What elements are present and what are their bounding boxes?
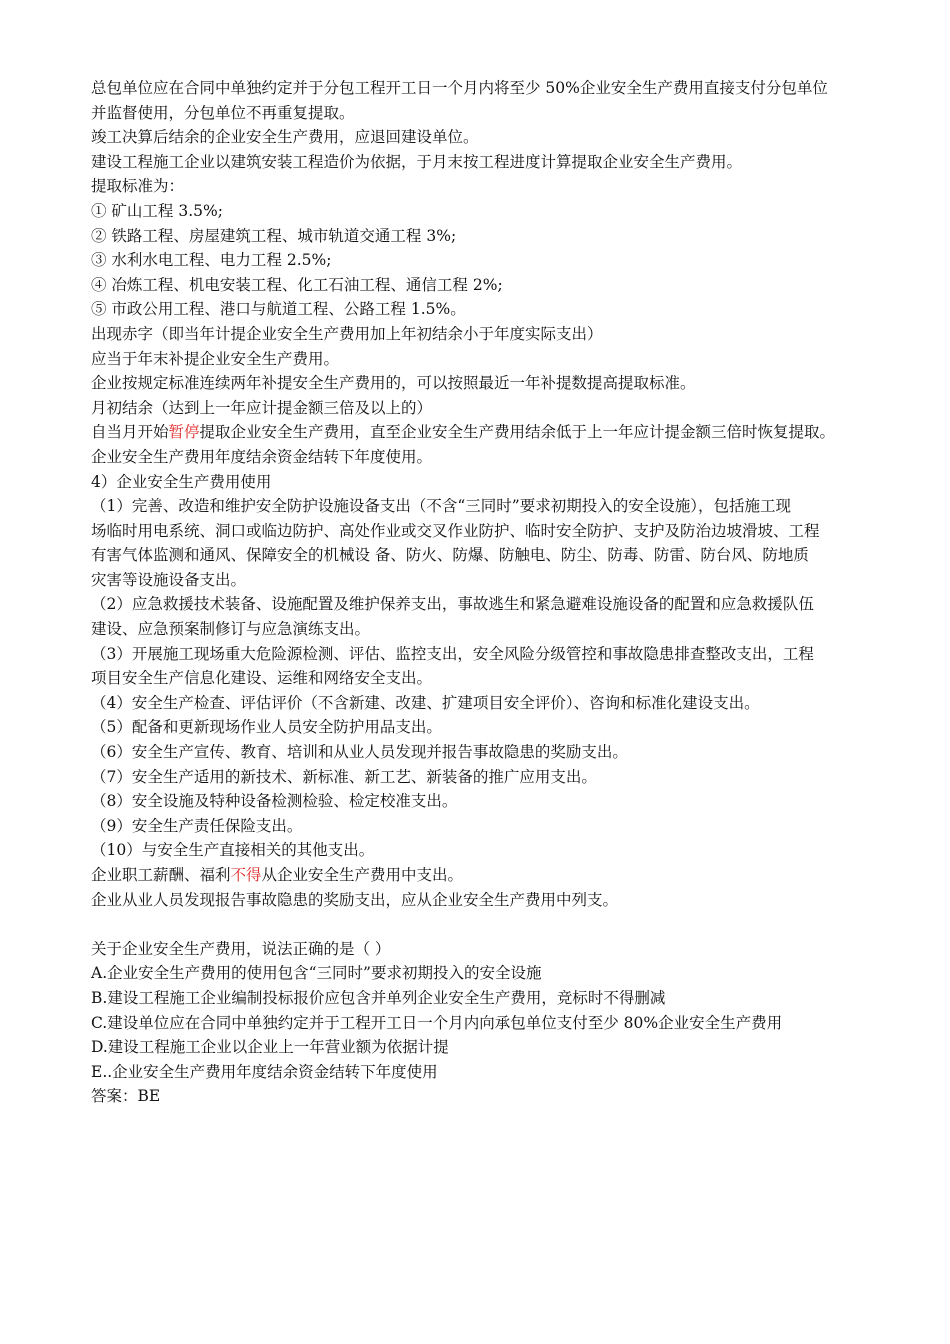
section-heading-usage: 4）企业安全生产费用使用 (91, 472, 272, 491)
question-option-a: A.企业安全生产费用的使用包含“三同时”要求初期投入的安全设施 (91, 964, 542, 983)
usage-item-3-line-1: （3）开展施工现场重大危险源检测、评估、监控支出，安全风险分级管控和事故隐患排查整改支出，工程 (91, 644, 814, 663)
salary-highlight: 不得 (230, 866, 262, 884)
salary-text-suffix: 从企业安全生产费用中支出。 (261, 866, 464, 884)
usage-item-6: （6）安全生产宣传、教育、培训和从业人员发现并报告事故隐患的奖励支出。 (91, 743, 628, 762)
question-option-b: B.建设工程施工企业编制投标报价应包含并单列企业安全生产费用，竞标时不得删减 (91, 988, 666, 1007)
usage-item-2-line-1: （2）应急救援技术装备、设施配置及维护保养支出，事故逃生和紧急避难设施设备的配置和应急救援队伍 (91, 595, 814, 614)
standard-item-5: ⑤ 市政公用工程、港口与航道工程、公路工程 1.5%。 (91, 300, 466, 319)
question-stem: 关于企业安全生产费用，说法正确的是（ ） (91, 939, 391, 958)
usage-item-7: （7）安全生产适用的新技术、新标准、新工艺、新装备的推广应用支出。 (91, 767, 597, 786)
document-page (91, 76, 901, 1109)
usage-item-5: （5）配备和更新现场作业人员安全防护用品支出。 (91, 718, 442, 737)
standard-item-3: ③ 水利水电工程、电力工程 2.5%; (91, 251, 332, 270)
paragraph-carry-over: 企业安全生产费用年度结余资金结转下年度使用。 (91, 447, 433, 466)
paragraph-subcontract-payment: 总包单位应在合同中单独约定并于分包工程开工日一个月内将至少 50%企业安全生产费用直接支付分包单位 (91, 79, 828, 97)
usage-item-1-line-4: 灾害等设施设备支出。 (91, 570, 247, 589)
question-option-c: C.建设单位应在合同中单独约定并于工程开工日一个月内向承包单位支付至少 80%企业安全生产费用 (91, 1013, 783, 1032)
suspend-text-suffix: 提取企业安全生产费用，直至企业安全生产费用结余低于上一年应计提金额三倍时恢复提取。 (199, 423, 836, 442)
standard-item-2: ② 铁路工程、房屋建筑工程、城市轨道交通工程 3%; (91, 226, 457, 245)
usage-item-3-line-2: 项目安全生产信息化建设、运维和网络安全支出。 (91, 669, 433, 688)
question-option-d: D.建设工程施工企业以企业上一年营业额为依据计提 (91, 1038, 449, 1057)
paragraph-deficit: 出现赤字（即当年计提企业安全生产费用加上年初结余小于年度实际支出） (91, 324, 603, 343)
suspend-highlight: 暂停 (168, 423, 200, 442)
usage-item-9: （9）安全生产责任保险支出。 (91, 816, 303, 835)
usage-item-4: （4）安全生产检查、评估评价（不含新建、改建、扩建项目安全评价）、咨询和标准化建设支出。 (91, 693, 760, 712)
paragraph-suspend-extraction (91, 420, 901, 445)
usage-item-1-line-3: 有害气体监测和通风、保障安全的机械设 备、防火、防爆、防触电、防尘、防毒、防雷、防台风、防地质 (91, 546, 809, 565)
paragraph-reward-expense: 企业从业人员发现报告事故隐患的奖励支出，应从企业安全生产费用中列支。 (91, 890, 619, 909)
paragraph-calculation-basis: 建设工程施工企业以建筑安装工程造价为依据，于月末按工程进度计算提取企业安全生产费用。 (91, 152, 743, 171)
standard-item-1: ① 矿山工程 3.5%; (91, 201, 223, 220)
suspend-text-prefix: 自当月开始 (91, 423, 169, 442)
usage-item-1-line-2: 场临时用电系统、洞口或临边防护、高处作业或交叉作业防护、临时安全防护、支护及防治边坡滑坡、工程 (91, 521, 820, 540)
standard-item-4: ④ 冶炼工程、机电安装工程、化工石油工程、通信工程 2%; (91, 275, 503, 294)
paragraph-raise-standard: 企业按规定标准连续两年补提安全生产费用的，可以按照最近一年补提数提高提取标准。 (91, 374, 696, 393)
usage-item-10: （10）与安全生产直接相关的其他支出。 (91, 841, 375, 860)
question-option-e: E..企业安全生产费用年度结余资金结转下年度使用 (91, 1062, 438, 1081)
usage-item-1-line-1: （1）完善、改造和维护安全防护设施设备支出（不含“三同时”要求初期投入的安全设施），包括施工现 (91, 497, 791, 516)
salary-text-prefix: 企业职工薪酬、福利 (91, 866, 231, 884)
paragraph-salary-prohibited (91, 863, 901, 888)
paragraph-month-surplus: 月初结余（达到上一年应计提金额三倍及以上的） (91, 398, 433, 417)
paragraph-refund-surplus: 竣工决算后结余的企业安全生产费用，应退回建设单位。 (91, 128, 479, 147)
question-answer: 答案：BE (91, 1087, 161, 1106)
paragraph-standard-heading: 提取标准为： (91, 177, 185, 196)
paragraph-supplement: 应当于年末补提企业安全生产费用。 (91, 349, 340, 368)
usage-item-8: （8）安全设施及特种设备检测检验、检定校准支出。 (91, 792, 458, 811)
paragraph-subcontract-payment-cont: 并监督使用，分包单位不再重复提取。 (91, 103, 355, 122)
usage-item-2-line-2: 建设、应急预案制修订与应急演练支出。 (91, 620, 371, 639)
blank-line (91, 912, 901, 937)
